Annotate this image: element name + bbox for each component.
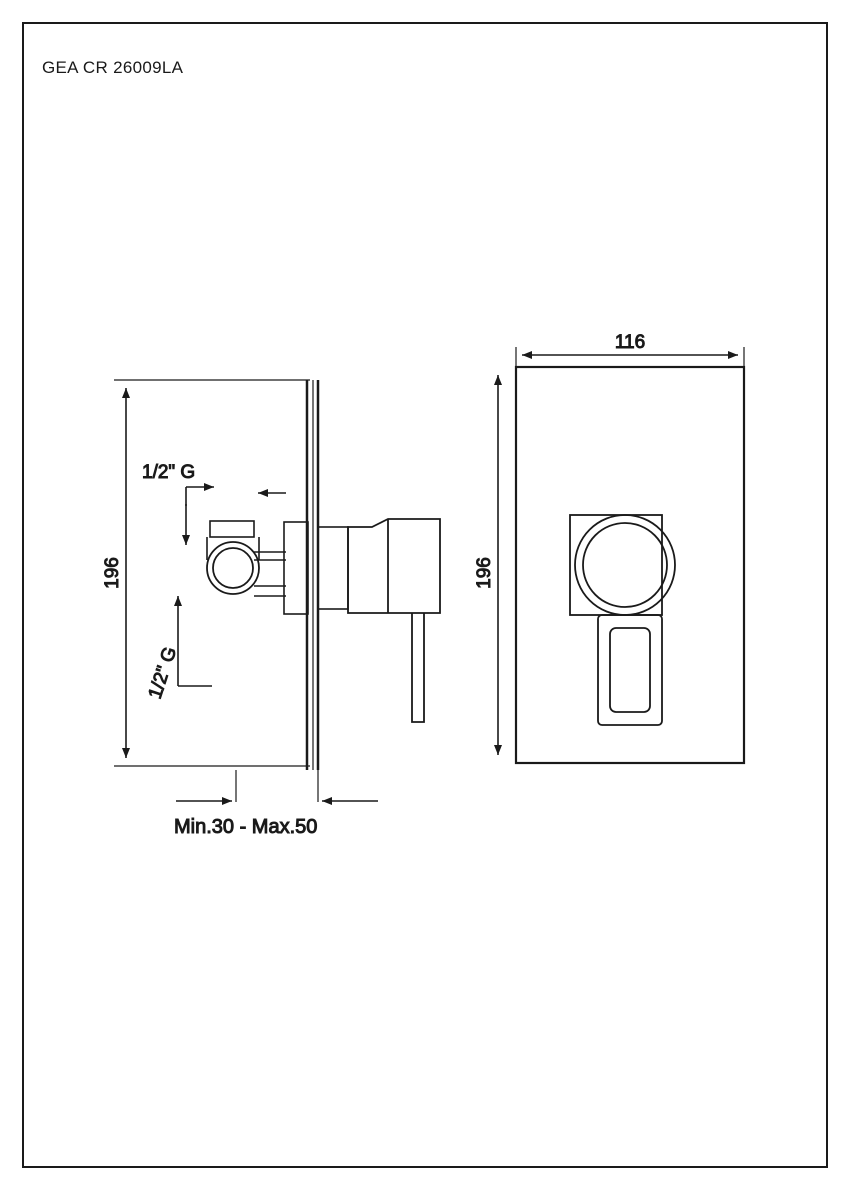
escutcheon-plate-front: [516, 367, 744, 763]
lever-stem-side: [412, 613, 424, 722]
inlet-top-label: 1/2" G: [142, 462, 196, 483]
valve-boss-front: [570, 515, 675, 615]
front-view: [474, 332, 744, 763]
inlet-bottom-leader: [178, 596, 212, 686]
dimension-wall-depth-label: Min.30 - Max.50: [174, 816, 318, 838]
dimension-height-front-label: 196: [474, 557, 495, 589]
dimension-width-front-label: 116: [614, 332, 646, 353]
inlet-pipes-side: [207, 521, 286, 596]
side-section-view: [102, 380, 440, 838]
mixer-body-side: [284, 522, 348, 614]
dimension-height-left-label: 196: [102, 557, 123, 589]
page-title: GEA CR 26009LA: [42, 58, 184, 77]
inlet-bottom-label: 1/2" G: [144, 644, 182, 702]
handle-housing-side: [348, 519, 440, 613]
valve-circle-side: [207, 542, 259, 594]
dimension-wall-depth: [176, 770, 378, 802]
lever-plate-front: [598, 615, 662, 725]
dimension-height-left: [114, 380, 310, 766]
